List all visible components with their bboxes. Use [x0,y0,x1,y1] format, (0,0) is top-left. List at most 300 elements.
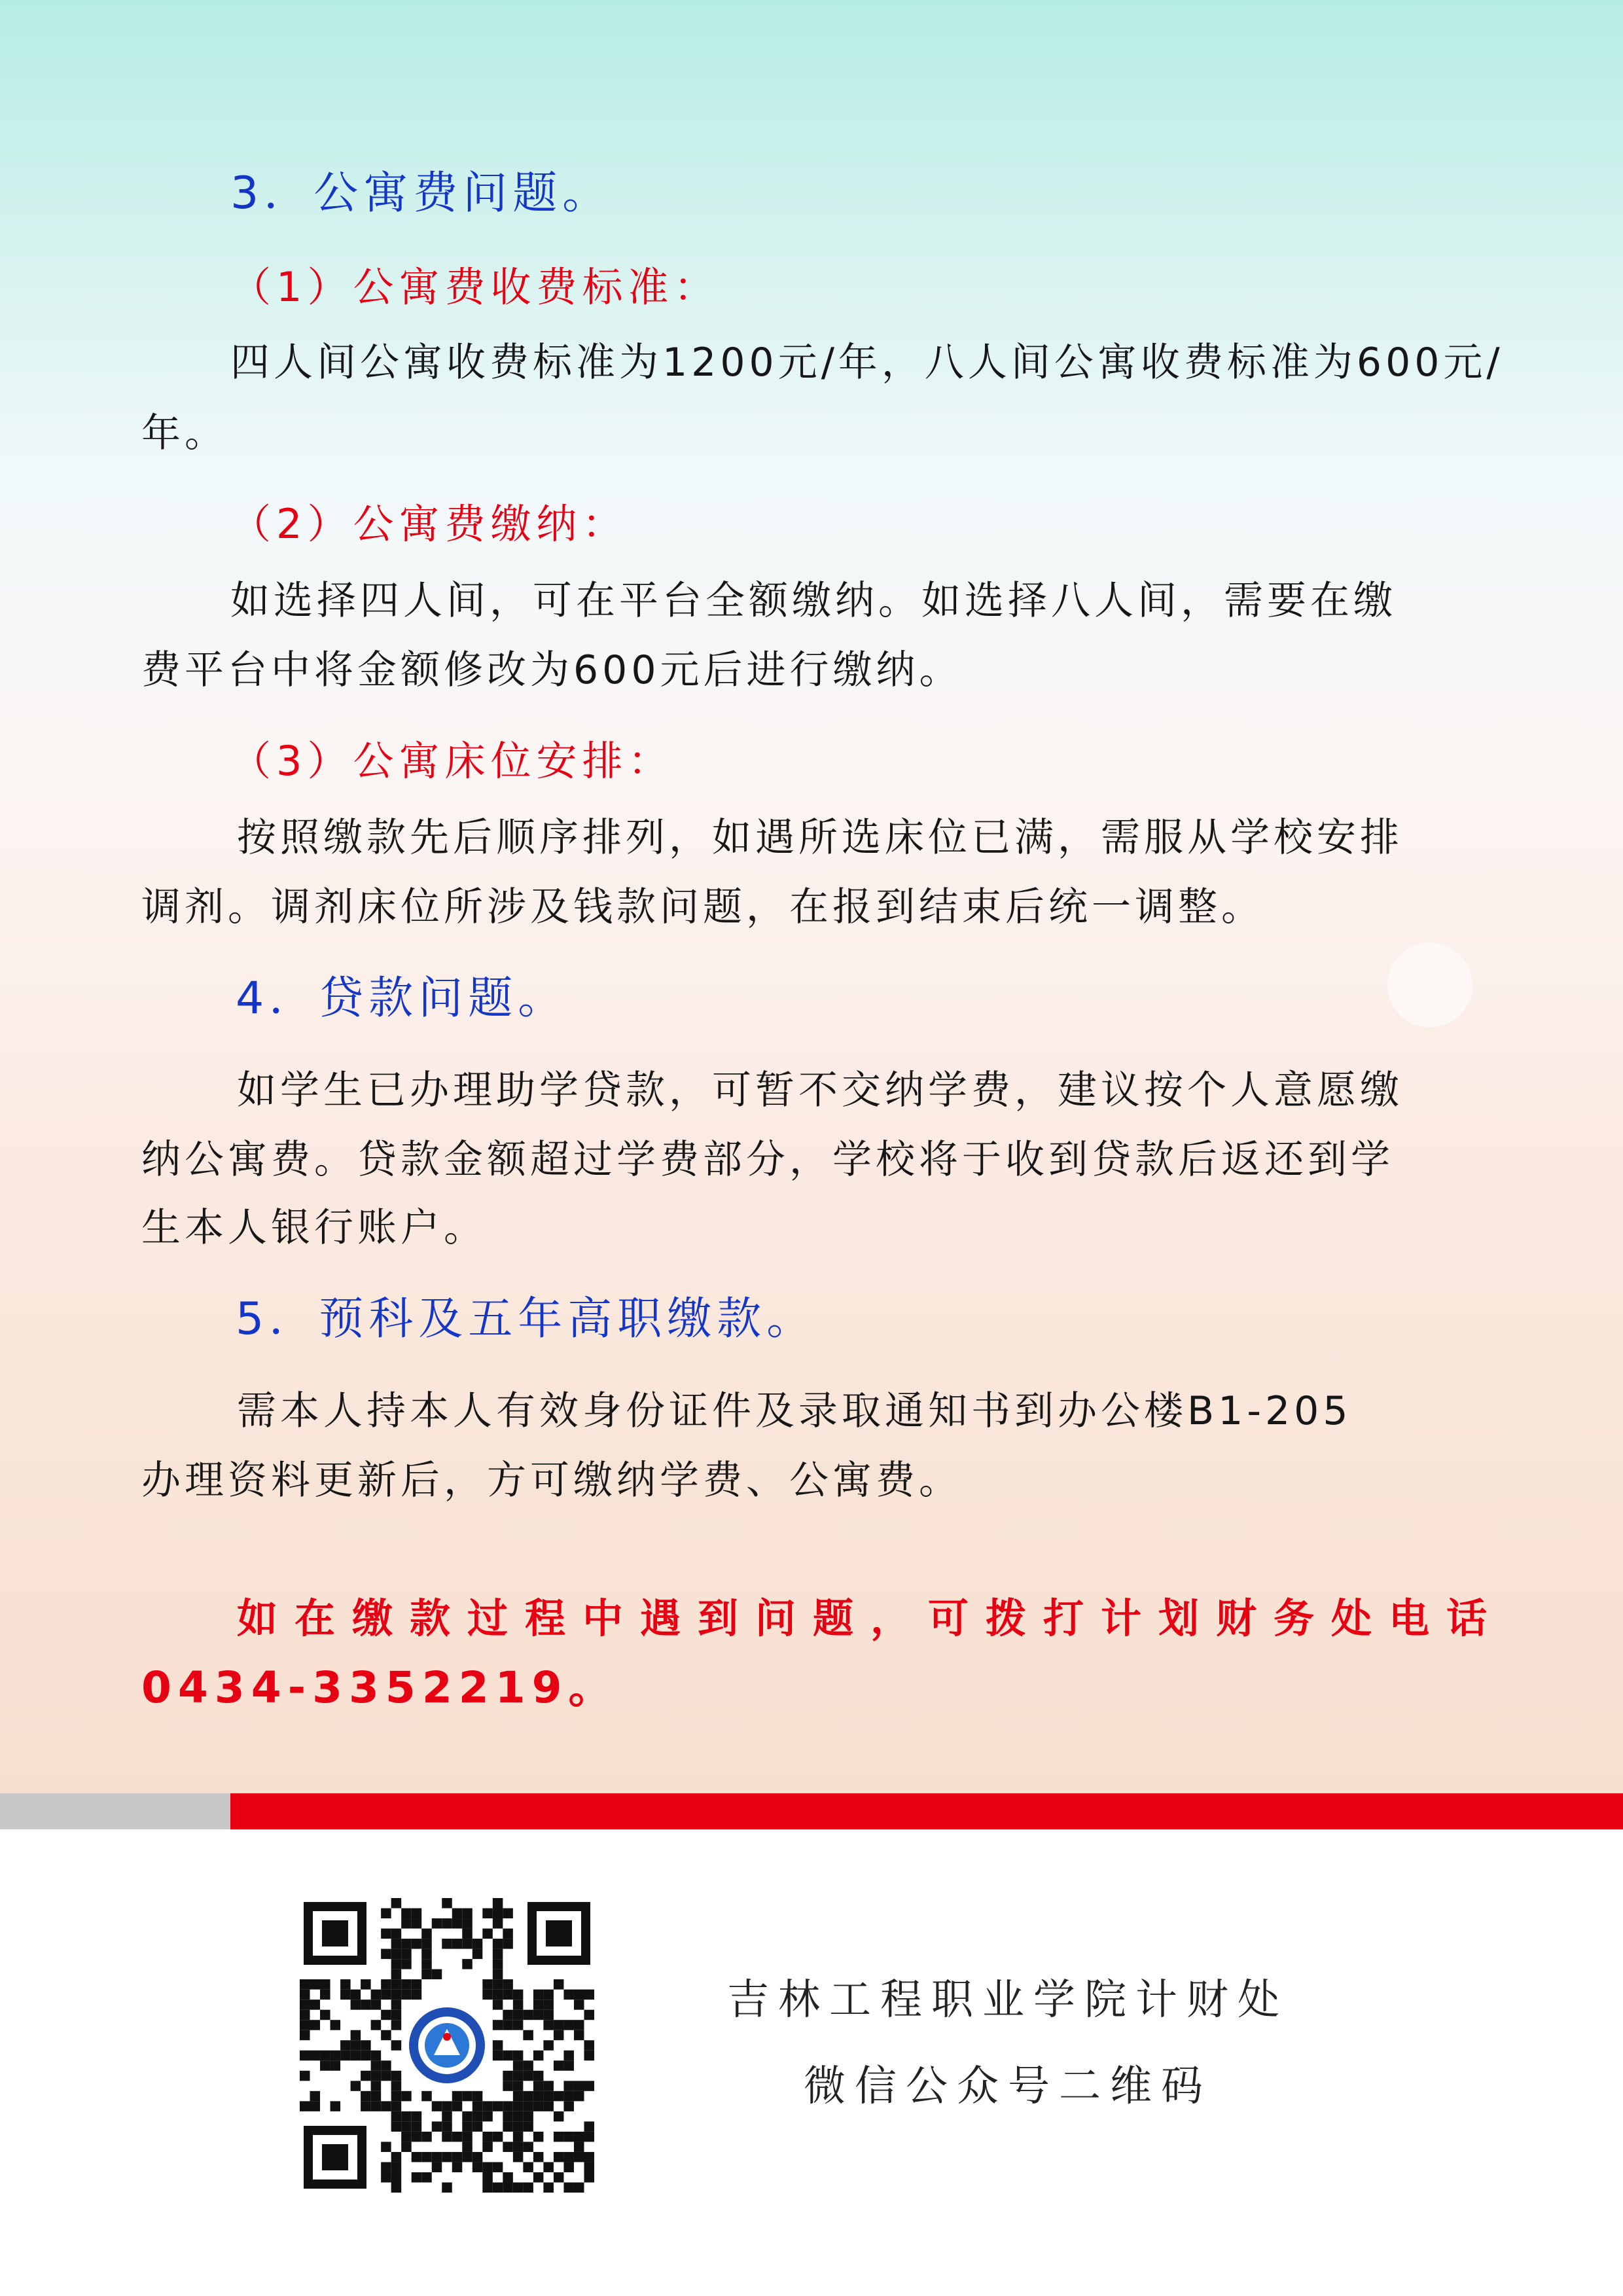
qr-module [361,2091,371,2102]
qr-module [533,2101,544,2111]
qr-module [503,2121,513,2132]
qr-module [432,1969,442,1980]
qr-module [300,2071,310,2081]
qr-module [361,1979,371,1990]
qr-module [493,1959,503,1969]
qr-module [513,2060,524,2071]
qr-module [320,1979,330,1990]
qr-module [513,2182,524,2193]
qr-module [513,2051,524,2061]
qr-module [482,2111,493,2122]
qr-module [442,2111,452,2122]
qr-module [391,2152,402,2162]
qr-module [574,2000,584,2010]
qr-module [533,1990,544,2000]
qr-module [543,2040,554,2051]
qr-module [452,2152,463,2162]
section-5-heading: 5．预科及五年高职缴款。 [236,1293,817,1345]
qr-module [300,1990,310,2000]
qr-module [513,2121,524,2132]
qr-module [421,2152,432,2162]
qr-module [503,1990,513,2000]
qr-module [381,1949,391,1960]
qr-module [513,2111,524,2122]
qr-module [310,2091,321,2102]
qr-module [584,1990,594,2000]
qr-module [493,2132,503,2142]
qr-module [371,2091,382,2102]
qr-module [493,1898,503,1909]
qr-module [482,2182,493,2193]
qr-module [584,2081,594,2091]
qr-module [462,1918,473,1929]
qr-module [421,1929,432,1939]
qr-module [482,2162,493,2172]
accent-bar-gray [0,1793,230,1829]
qr-module [554,2152,564,2162]
qr-module [401,2142,412,2152]
qr-module [391,2162,402,2172]
qr-module [523,2071,533,2081]
qr-module [482,2132,493,2142]
qr-module [391,2101,402,2111]
qr-module [574,2132,584,2142]
qr-module [503,1939,513,1949]
qr-module [330,2020,341,2030]
qr-module [503,2051,513,2061]
qr-module [584,2051,594,2061]
qr-module [473,2162,483,2172]
qr-module [513,2010,524,2020]
qr-module [554,2020,564,2030]
qr-module [391,2091,402,2102]
qr-module [340,2051,351,2061]
qr-module [503,2172,513,2183]
qr-module [574,2030,584,2041]
qr-module [574,2182,584,2193]
qr-module [310,2000,321,2010]
qr-module [503,1929,513,1939]
qr-module [493,1949,503,1960]
qr-module [442,2132,452,2142]
qr-module [442,2152,452,2162]
qr-module [381,1979,391,1990]
qr-module [371,2051,382,2061]
qr-module [381,2162,391,2172]
qr-module [351,2000,361,2010]
qr-module [462,2132,473,2142]
qr-code-icon [300,1898,594,2193]
qr-module [503,2020,513,2030]
qr-module [300,2010,310,2020]
qr-module [563,2020,574,2030]
qr-module [452,1909,463,1919]
qr-module [381,1909,391,1919]
qr-module [462,1929,473,1939]
qr-module [351,2051,361,2061]
qr-module [473,1949,483,1960]
qr-module [554,2111,564,2122]
qr-module [452,1939,463,1949]
qr-module [300,2051,310,2061]
section-4-line-1: 如学生已办理助学贷款，可暂不交纳学费，建议按个人意愿缴 [237,1067,1403,1113]
qr-module [371,2020,382,2030]
qr-module [330,2101,341,2111]
section-4-line-2: 纳公寓费。贷款金额超过学费部分，学校将于收到贷款后返还到学 [141,1137,1394,1183]
qr-module [391,1979,402,1990]
qr-module [320,2010,330,2020]
qr-module [401,1918,412,1929]
qr-module [391,2010,402,2020]
qr-module [310,2020,321,2030]
qr-module [473,2111,483,2122]
qr-module [371,2101,382,2111]
qr-module [513,2132,524,2142]
qr-module [503,2111,513,2122]
section-3-2-line-2: 费平台中将金额修改为600元后进行缴纳。 [141,647,963,693]
qr-module [584,2172,594,2183]
qr-caption-line-1: 吉林工程职业学院计财处 [727,1976,1289,2024]
qr-module [574,1990,584,2000]
qr-module [533,2000,544,2010]
qr-module [543,1990,554,2000]
qr-module [462,2111,473,2122]
qr-module [381,2060,391,2071]
qr-module [452,1918,463,1929]
qr-module [503,2010,513,2020]
qr-module [391,1929,402,1939]
qr-module [452,2091,463,2102]
section-3-heading: 3．公寓费问题。 [230,168,613,219]
qr-module [310,1979,321,1990]
qr-module [513,2142,524,2152]
qr-module [574,2091,584,2102]
section-3-3-heading: （3）公寓床位安排： [230,737,674,785]
qr-module [543,2000,554,2010]
section-5-line-1: 需本人持本人有效身份证件及录取通知书到办公楼B1-205 [237,1388,1352,1434]
qr-module [442,2101,452,2111]
qr-module [391,1939,402,1949]
qr-module [300,2030,310,2041]
qr-module [452,2101,463,2111]
qr-module [493,2000,503,2010]
qr-module [523,2121,533,2132]
qr-module [391,1898,402,1909]
qr-module [452,2132,463,2142]
qr-module [584,2152,594,2162]
qr-module [361,2040,371,2051]
qr-module [391,2020,402,2030]
qr-module [523,2060,533,2071]
qr-module [493,1909,503,1919]
qr-module [361,2051,371,2061]
qr-module [482,1990,493,2000]
qr-module [412,2111,422,2122]
qr-module [503,1979,513,1990]
qr-module [584,2010,594,2020]
section-3-1-heading: （1）公寓费收费标准： [230,263,720,311]
qr-module [381,1929,391,1939]
qr-module [503,1909,513,1919]
qr-module [533,2132,544,2142]
qr-module [554,2132,564,2142]
qr-module [300,2101,310,2111]
qr-module [584,2040,594,2051]
qr-module [503,2142,513,2152]
section-3-2-line-1: 如选择四人间，可在平台全额缴纳。如选择八人间，需要在缴 [230,578,1397,624]
qr-module [574,2142,584,2152]
qr-module [493,2020,503,2030]
qr-module [421,1959,432,1969]
qr-module [543,2010,554,2020]
qr-module [401,2111,412,2122]
qr-module [361,2071,371,2081]
qr-module [482,2142,493,2152]
qr-module [513,2071,524,2081]
qr-module [563,2152,574,2162]
qr-module [391,2111,402,2122]
qr-module [340,2040,351,2051]
qr-module [401,1939,412,1949]
qr-module [442,1939,452,1949]
qr-module [310,2101,321,2111]
qr-module [320,1990,330,2000]
qr-module [513,2020,524,2030]
qr-module [462,2121,473,2132]
qr-module [391,1969,402,1980]
qr-module [493,1979,503,1990]
qr-module [432,2152,442,2162]
qr-module [401,1949,412,1960]
qr-module [381,2010,391,2020]
qr-module [493,2051,503,2061]
qr-module [473,1939,483,1949]
section-3-2-heading: （2）公寓费缴纳： [230,500,628,548]
qr-module [473,2121,483,2132]
qr-module [391,2172,402,2183]
qr-module [563,2081,574,2091]
qr-module [371,1990,382,2000]
qr-module [381,2030,391,2041]
qr-module [391,2121,402,2132]
qr-module [442,2121,452,2132]
qr-module [300,2000,310,2010]
qr-module [462,1909,473,1919]
qr-module [442,1898,452,1909]
qr-module [493,1990,503,2000]
qr-module [523,2101,533,2111]
qr-module [330,2051,341,2061]
qr-module [523,2030,533,2041]
qr-module [310,2051,321,2061]
qr-module [412,1979,422,1990]
qr-module [401,1959,412,1969]
qr-module [563,2091,574,2102]
qr-module [523,2142,533,2152]
qr-module [320,2051,330,2061]
qr-module [381,2101,391,2111]
qr-module [300,2020,310,2030]
qr-module [554,2091,564,2102]
qr-module [543,2101,554,2111]
qr-module [432,2162,442,2172]
qr-module [584,2121,594,2132]
qr-module [533,2010,544,2020]
qr-module [421,1949,432,1960]
qr-caption-line-2: 微信公众号二维码 [804,2062,1212,2111]
qr-module [513,2101,524,2111]
qr-module [523,2111,533,2122]
qr-module [503,2182,513,2193]
qr-module [543,2162,554,2172]
qr-module [503,2081,513,2091]
qr-module [351,1990,361,2000]
qr-module [412,2152,422,2162]
qr-module [533,2071,544,2081]
qr-module [462,1959,473,1969]
qr-module [574,2020,584,2030]
qr-module [482,1909,493,1919]
qr-module [432,2101,442,2111]
section-5-line-2: 办理资料更新后，方可缴纳学费、公寓费。 [141,1458,962,1503]
qr-module [523,2091,533,2102]
qr-module [320,2060,330,2071]
qr-module [391,2000,402,2010]
qr-module [533,2091,544,2102]
qr-module [523,2162,533,2172]
qr-module [412,1939,422,1949]
qr-module [533,2152,544,2162]
qr-module [401,2121,412,2132]
contact-notice: 如在缴款过程中遇到问题，可拨打计划财务处电话 [237,1594,1505,1642]
qr-module [473,2091,483,2102]
qr-module [543,2081,554,2091]
qr-module [574,2081,584,2091]
section-3-1-line-1: 四人间公寓收费标准为1200元/年，八人间公寓收费标准为600元/ [230,340,1504,386]
qr-module [432,1918,442,1929]
qr-module [563,2101,574,2111]
qr-module [432,2121,442,2132]
qr-module [361,2000,371,2010]
qr-module [401,1990,412,2000]
qr-module [543,2091,554,2102]
qr-module [412,1909,422,1919]
qr-module [473,2152,483,2162]
qr-module [563,1990,574,2000]
qr-module [462,2142,473,2152]
qr-module [563,2060,574,2071]
qr-module [482,2172,493,2183]
qr-module [493,1918,503,1929]
qr-module [391,2071,402,2081]
qr-module [563,2182,574,2193]
qr-module [391,2182,402,2193]
qr-module [330,2060,341,2071]
qr-module [554,2030,564,2041]
qr-module [493,2182,503,2193]
qr-module [421,2091,432,2102]
contact-phone: 0434-3352219。 [141,1662,618,1713]
qr-module [371,2081,382,2091]
section-4-line-3: 生本人银行账户。 [141,1205,487,1251]
qr-module [543,2020,554,2030]
qr-module [442,1918,452,1929]
qr-module [361,2101,371,2111]
qr-module [442,2182,452,2193]
qr-module [412,2121,422,2132]
qr-module [533,2172,544,2183]
qr-module [493,1969,503,1980]
qr-module [493,1939,503,1949]
qr-module [523,2010,533,2020]
qr-module [381,1990,391,2000]
qr-module [421,2132,432,2142]
qr-module [503,2101,513,2111]
qr-module [563,2051,574,2061]
qr-module [381,2172,391,2183]
qr-module [412,1990,422,2000]
qr-module [554,1979,564,1990]
qr-module [462,2152,473,2162]
qr-module [513,2091,524,2102]
qr-module [482,1929,493,1939]
qr-module [401,2091,412,2102]
qr-module [401,1909,412,1919]
qr-module [493,2040,503,2051]
qr-module [513,2000,524,2010]
qr-module [340,1979,351,1990]
section-4-heading: 4．贷款问题。 [236,973,568,1024]
qr-module [351,2081,361,2091]
qr-module [340,1990,351,2000]
section-3-3-line-1: 按照缴款先后顺序排列，如遇所选床位已满，需服从学校安排 [237,815,1403,861]
qr-module [371,2071,382,2081]
qr-module [513,2152,524,2162]
decorative-circle [1387,942,1472,1028]
qr-module [371,2060,382,2071]
qr-module [584,2132,594,2142]
qr-module [482,2101,493,2111]
qr-module [554,2060,564,2071]
qr-module [563,2162,574,2172]
qr-module [574,2152,584,2162]
qr-module [473,2101,483,2111]
qr-module [391,2081,402,2091]
qr-module [300,1979,310,1990]
qr-module [421,2172,432,2183]
section-3-1-line-2: 年。 [141,410,228,456]
qr-module [533,2081,544,2091]
qr-module [412,2132,422,2142]
qr-module [391,2040,402,2051]
qr-module [513,1990,524,2000]
section-3-3-line-2: 调剂。调剂床位所涉及钱款问题，在报到结束后统一调整。 [141,884,1264,930]
qr-module [421,1969,432,1980]
qr-module [381,2142,391,2152]
qr-module [401,2132,412,2142]
qr-module [513,2081,524,2091]
qr-module [462,1939,473,1949]
qr-module [391,1949,402,1960]
qr-module [554,2172,564,2183]
qr-module [493,2162,503,2172]
accent-bar-red [230,1793,1623,1829]
footer-background [0,1793,1623,2296]
qr-module [533,2051,544,2061]
qr-module [462,2091,473,2102]
qr-module [371,2000,382,2010]
qr-module [412,1918,422,1929]
